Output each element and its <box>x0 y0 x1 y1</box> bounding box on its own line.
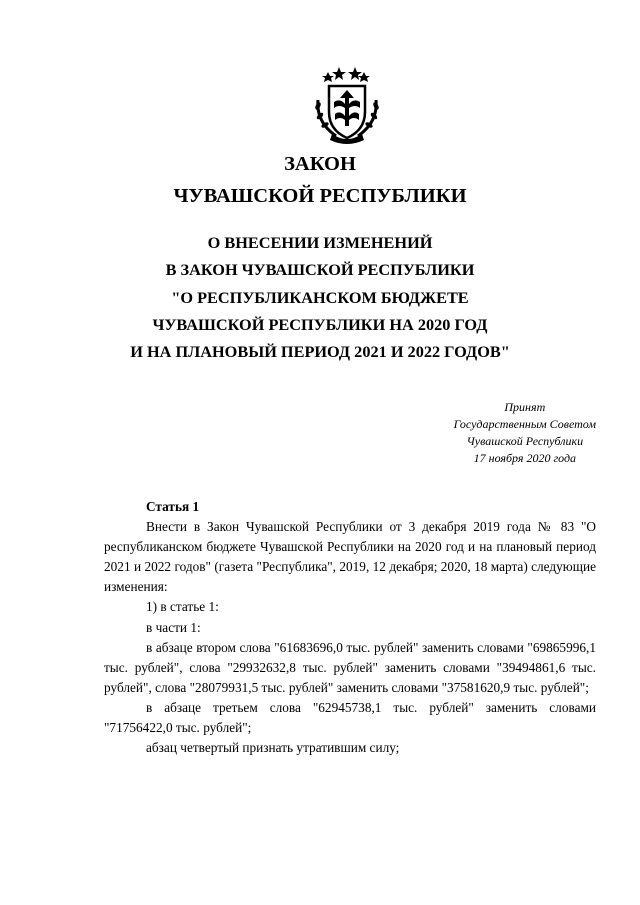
law-subtitle-line: В ЗАКОН ЧУВАШСКОЙ РЕСПУБЛИКИ <box>165 260 475 280</box>
adoption-date: 17 ноября 2020 года <box>473 451 577 465</box>
law-title-line: ЧУВАШСКОЙ РЕСПУБЛИКИ <box>173 185 467 207</box>
paragraph: в абзаце третьем слова "62945738,1 тыс. рублей" заменить словами "71756422,0 тыс. рублей"; <box>104 699 596 736</box>
adoption-note-line: Чувашской Республики <box>466 434 584 448</box>
paragraph: в абзаце втором слова "61683696,0 тыс. рублей" заменить словами "69865996,1 тыс. рублей", слова "29932632,8 тыс. рублей" заменить словами "39494861,6 тыс. рублей", слова "28079931,5 тыс. рублей" заменить словами "37581620,9 тыс. рублей"; <box>104 639 596 695</box>
paragraph: 1) в статье 1: <box>146 599 219 615</box>
law-subtitle <box>0 229 640 365</box>
law-subtitle-line: И НА ПЛАНОВЫЙ ПЕРИОД 2021 И 2022 ГОДОВ" <box>130 342 510 362</box>
adoption-note <box>454 399 596 467</box>
coat-of-arms-icon <box>304 60 390 146</box>
law-subtitle-line: "О РЕСПУБЛИКАНСКОМ БЮДЖЕТЕ <box>171 287 469 307</box>
paragraph: абзац четвертый признать утратившим силу; <box>146 740 400 756</box>
document-body <box>104 497 596 758</box>
paragraph: Внести в Закон Чувашской Республики от 3 декабря 2019 года № 83 "О республиканском бюджете Чувашской Республики на 2020 год и на плановый период 2021 и 2022 годов" (газета "Республика", 2019, 12 декабря; 2020, 18 марта) следующие изменения: <box>104 519 596 595</box>
adoption-note-line: Принят <box>504 400 546 414</box>
law-subtitle-line: О ВНЕСЕНИИ ИЗМЕНЕНИЙ <box>207 233 433 252</box>
law-title <box>0 148 640 212</box>
law-title-line: ЗАКОН <box>284 153 356 175</box>
law-subtitle-line: ЧУВАШСКОЙ РЕСПУБЛИКИ НА 2020 ГОД <box>152 314 488 334</box>
adoption-note-line: Государственным Советом <box>453 417 596 431</box>
article-heading: Статья 1 <box>146 499 200 514</box>
paragraph: в части 1: <box>146 619 201 635</box>
